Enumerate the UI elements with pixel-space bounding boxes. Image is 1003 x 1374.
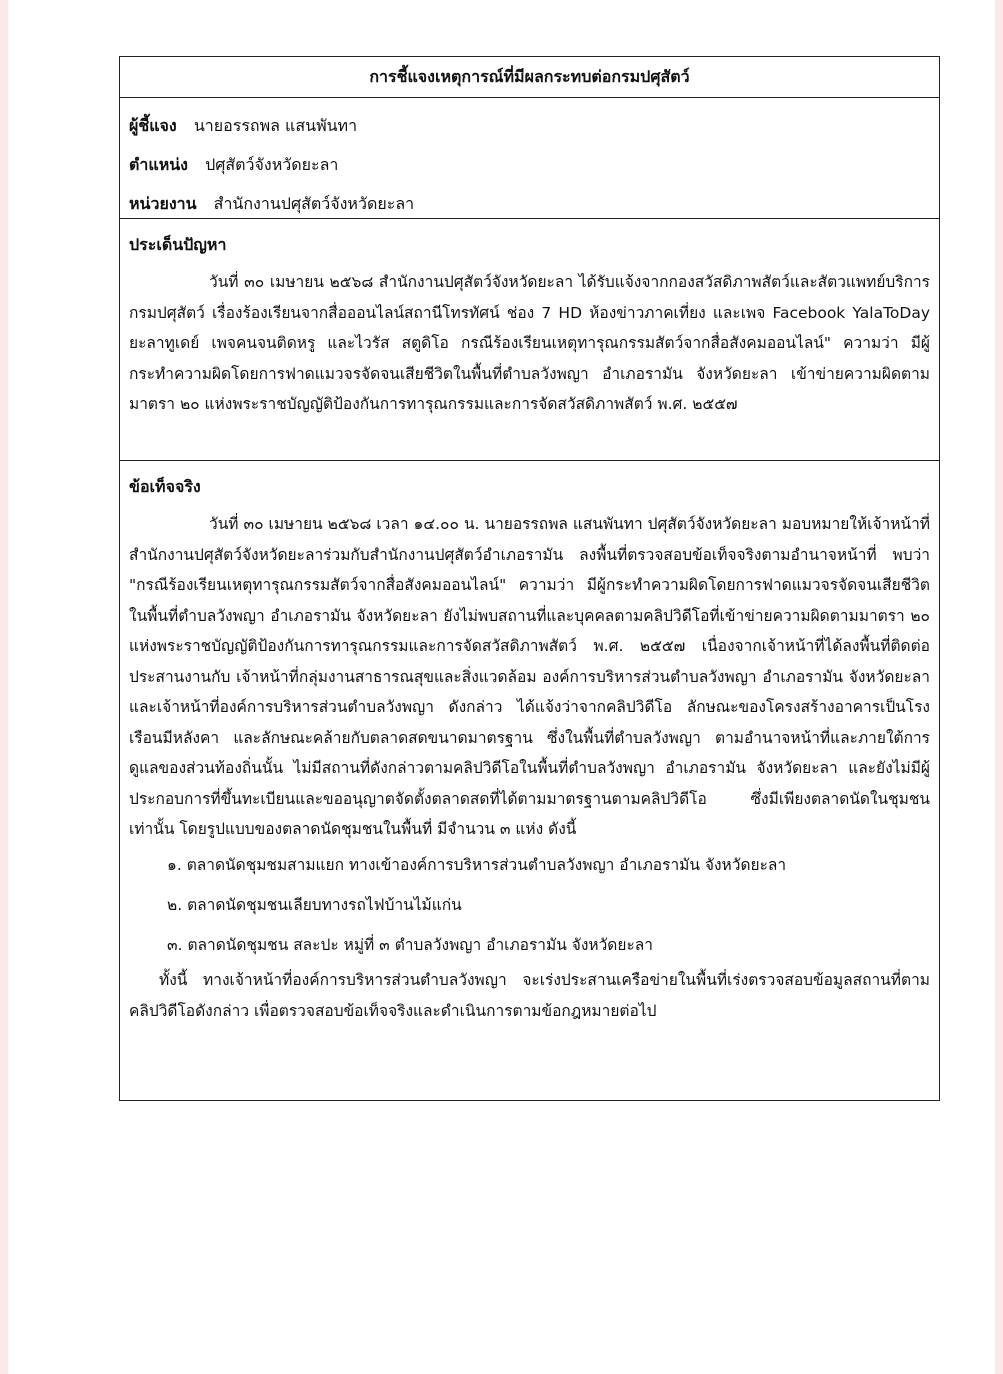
issue-heading: ประเด็นปัญหา <box>129 235 227 254</box>
info-row-agency <box>129 184 930 223</box>
facts-paragraph: วันที่ ๓๐ เมษายน ๒๕๖๘ เวลา ๑๔.๐๐ น. นายอรรถพล แสนพันทา ปศุสัตว์จังหวัดยะลา มอบหมายให้เจ้าหน้าที่สำนักงานปศุสัตว์จังหวัดยะลาร่วมกับสำนักงานปศุสัตว์อำเภอรามัน ลงพื้นที่ตรวจสอบข้อเท็จจริงตามอำนาจหน้าที่ พบว่า "กรณีร้องเรียนเหตุทารุณกรรมสัตว์จากสื่อสังคมออนไลน์" ความว่า มีผู้กระทำความผิดโดยการฟาดแมวจรจัดจนเสียชีวิตในพื้นที่ตำบลวังพญา อำเภอรามัน จังหวัดยะลา ยังไม่พบสถานที่และบุคคลตามคลิปวิดีโอที่เข้าข่ายความผิดตามมาตรา ๒๐ แห่งพระราชบัญญัติป้องกันการทารุณกรรมและการจัดสวัสดิภาพสัตว์ พ.ศ. ๒๕๕๗ เนื่องจากเจ้าหน้าที่ได้ลงพื้นที่ติดต่อประสานงานกับ เจ้าหน้าที่กลุ่มงานสาธารณสุขและสิ่งแวดล้อม องค์การบริหารส่วนตำบลวังพญา อำเภอรามัน จังหวัดยะลา และเจ้าหน้าที่องค์การบริหารส่วนตำบลวังพญา ดังกล่าว ได้แจ้งว่าจากคลิปวิดีโอ ลักษณะของโครงสร้างอาคารเป็นโรงเรือนมีหลังคา และลักษณะคล้ายกับตลาดสดขนาดมาตรฐาน ซึ่งในพื้นที่ตำบลวังพญา ตามอำนาจหน้าที่และภายใต้การดูแลของส่วนท้องถิ่นนั้น ไม่มีสถานที่ดังกล่าวตามคลิปวิดีโอในพื้นที่ตำบลวังพญา อำเภอรามัน จังหวัดยะลา และยังไม่มีผู้ประกอบการที่ขึ้นทะเบียนและขออนุญาตจัดตั้งตลาดสดที่ได้ตามมาตรฐานตามคลิปวิดีโอ ซึ่งมีเพียงตลาดนัดในชุมชน เท่านั้น โดยรูปแบบของตลาดนัดชุมชนในพื้นที่ มีจำนวน ๓ แห่ง ดังนี้ <box>129 515 930 838</box>
position-value: ปศุสัตว์จังหวัดยะลา <box>205 155 339 174</box>
position-label: ตำแหน่ง <box>129 155 188 174</box>
market-list-item-2: ๒. ตลาดนัดชุมชนเลียบทางรถไฟบ้านไม้แก่น <box>167 895 462 914</box>
page-edge-left <box>0 0 8 1374</box>
facts-section <box>120 461 939 1027</box>
market-list-item-3: ๓. ตลาดนัดชุมชน สละปะ หมู่ที่ ๓ ตำบลวังพญา อำเภอรามัน จังหวัดยะลา <box>167 935 653 954</box>
explainer-label: ผู้ชี้แจง <box>129 116 177 135</box>
document-title-cell <box>120 57 939 98</box>
issue-section <box>120 219 939 461</box>
agency-value: สำนักงานปศุสัตว์จังหวัดยะลา <box>213 194 415 213</box>
issue-paragraph: วันที่ ๓๐ เมษายน ๒๕๖๘ สำนักงานปศุสัตว์จังหวัดยะลา ได้รับแจ้งจากกองสวัสดิภาพสัตว์และสัตวแพทย์บริการ กรมปศุสัตว์ เรื่องร้องเรียนจากสื่อออนไลน์สถานีโทรทัศน์ ช่อง 7 HD ห้องข่าวภาคเที่ยง และเพจ Facebook YalaToDay ยะลาทูเดย์ เพจคนจนติดหรู และไวรัส สตูดิโอ กรณีร้องเรียนเหตุทารุณกรรมสัตว์จากสื่อสังคมออนไลน์" ความว่า มีผู้กระทำความผิดโดยการฟาดแมวจรจัดจนเสียชีวิตในพื้นที่ตำบลวังพญา อำเภอรามัน จังหวัดยะลา เข้าข่ายความผิดตามมาตรา ๒๐ แห่งพระราชบัญญัติป้องกันการทารุณกรรมและการจัดสวัสดิภาพสัตว์ พ.ศ. ๒๕๕๗ <box>129 273 930 413</box>
info-row-position <box>129 145 930 184</box>
facts-heading: ข้อเท็จจริง <box>129 477 201 496</box>
explainer-value: นายอรรถพล แสนพันทา <box>193 116 358 135</box>
document-title: การชี้แจงเหตุการณ์ที่มีผลกระทบต่อกรมปศุสัตว์ <box>369 66 690 86</box>
info-row-explainer <box>129 106 930 145</box>
market-list-item-1: ๑. ตลาดนัดชุมชมสามแยก ทางเข้าองค์การบริหารส่วนตำบลวังพญา อำเภอรามัน จังหวัดยะลา <box>167 855 787 874</box>
facts-closing-paragraph: ทั้งนี้ ทางเจ้าหน้าที่องค์การบริหารส่วนตำบลวังพญา จะเร่งประสานเครือข่ายในพื้นที่เร่งตรวจสอบข้อมูลสถานที่ตามคลิปวิดีโอดังกล่าว เพื่อตรวจสอบข้อเท็จจริงและดำเนินการตามข้อกฎหมายต่อไป <box>129 970 930 1020</box>
info-section <box>120 98 939 219</box>
page-edge-right <box>995 0 1003 1374</box>
agency-label: หน่วยงาน <box>129 194 197 213</box>
document-table <box>119 56 940 1101</box>
